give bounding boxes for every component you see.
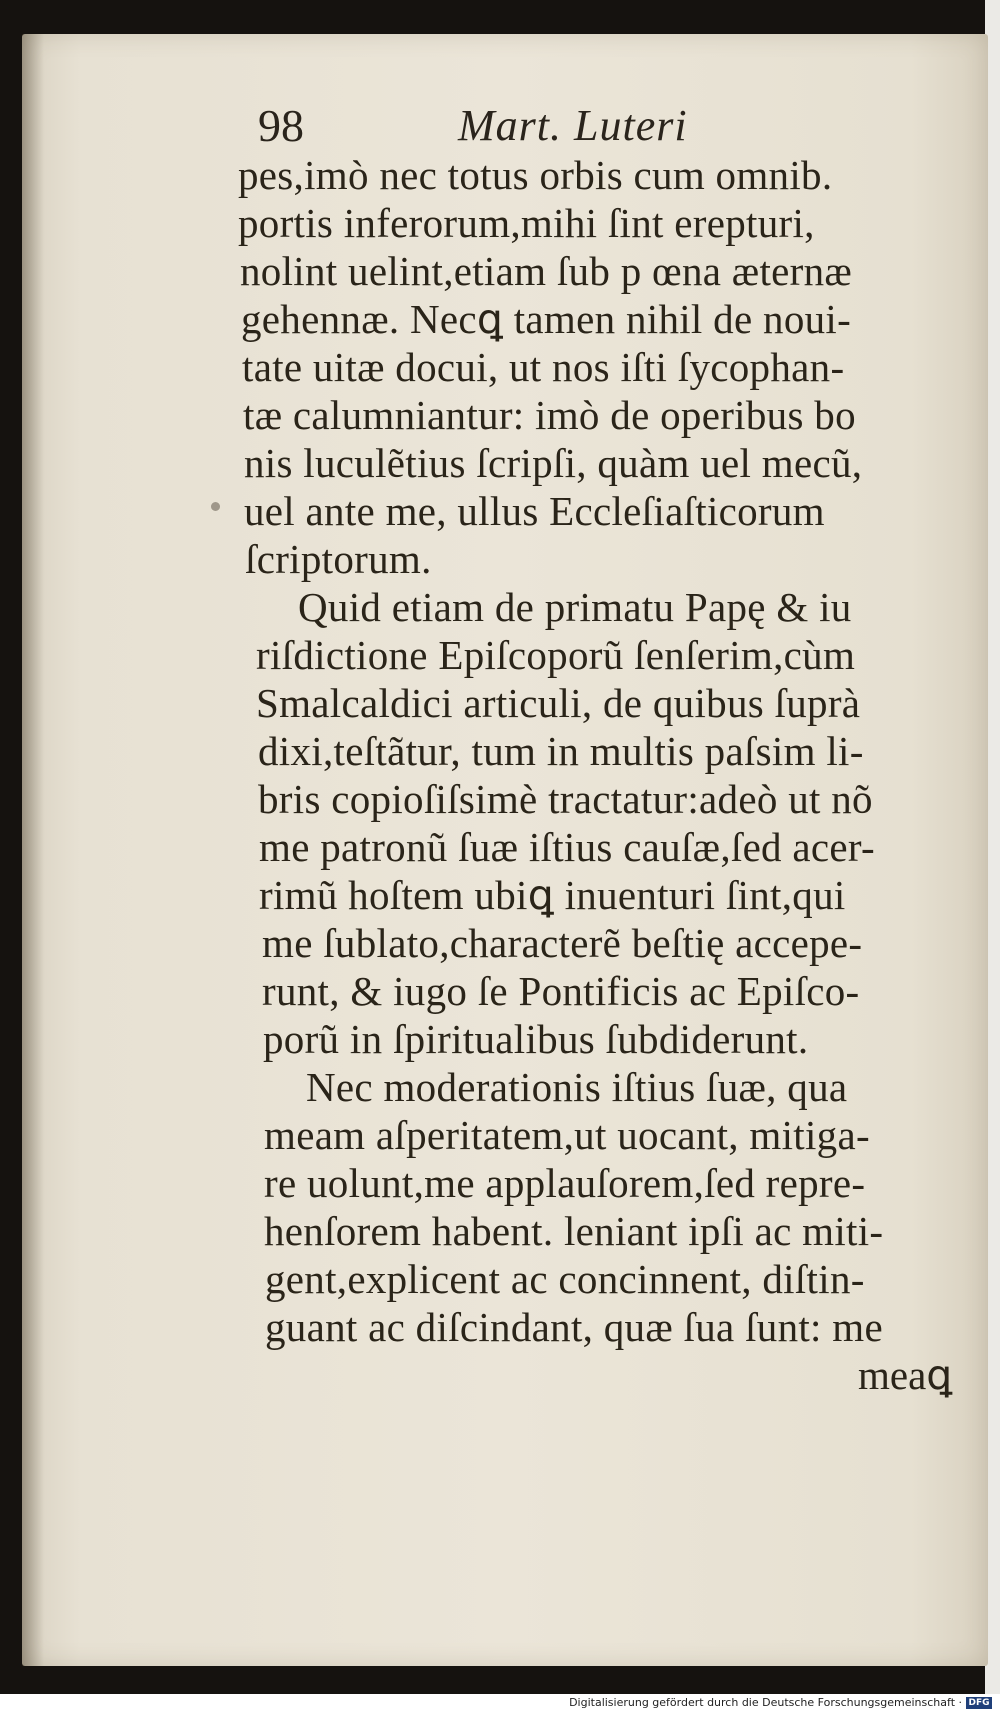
text-line: Quid etiam de primatu Papę & iu (298, 584, 852, 630)
text-line: pes,imò nec totus orbis cum omnib. (238, 152, 833, 198)
text-line: riſdictione Epiſcoporũ ſenſerim,cùm (256, 632, 856, 678)
text-line: Nec moderationis iſtius ſuæ, qua (306, 1064, 848, 1110)
text-line: ſcriptorum. (245, 536, 432, 582)
text-line: dixi,teſtãtur, tum in multis paſsim li- (258, 728, 864, 774)
text-line: rimũ hoſtem ubiꝗ inuenturi ſint,qui (259, 872, 846, 918)
catchword: meaꝗ (858, 1352, 953, 1398)
text-line: Smalcaldici articuli, de quibus ſuprà (256, 680, 861, 726)
text-line: portis inferorum,mihi ſint erepturi, (238, 200, 815, 246)
text-line: nolint uelint,etiam ſub p œna æternæ (240, 248, 853, 294)
text-line: re uolunt,me applauſorem,ſed repre- (264, 1160, 866, 1206)
text-line: bris copioſiſsimè tractatur:adeò ut nõ (258, 776, 873, 822)
running-title: Mart. Luteri (458, 101, 688, 150)
page-number: 98 (258, 100, 304, 151)
text-line: gent,explicent ac concinnent, diſtin- (265, 1256, 865, 1302)
text-line: nis luculẽtius ſcripſi, quàm uel mecũ, (244, 440, 863, 486)
text-line: me ſublato,characterẽ beſtię accepe- (262, 920, 863, 966)
text-line: guant ac diſcindant, quæ ſua ſunt: me (265, 1304, 883, 1350)
text-line: gehennæ. Necꝗ tamen nihil de noui- (241, 296, 852, 342)
text-line: runt, & iugo ſe Pontificis ac Epiſco- (262, 968, 860, 1014)
text-line: porũ in ſpiritualibus ſubdiderunt. (263, 1016, 809, 1062)
dfg-logo: DFG (966, 1697, 992, 1709)
text-line: me patronũ ſuæ iſtius cauſæ,ſed acer- (259, 824, 875, 870)
text-line: tæ calumniantur: imò de operibus bo (243, 392, 856, 438)
text-line: henſorem habent. leniant ipſi ac miti- (264, 1208, 884, 1254)
text-line: meam aſperitatem,ut uocant, mitiga- (264, 1112, 870, 1158)
text-line: tate uitæ docui, ut nos iſti ſycophan- (242, 344, 845, 390)
funding-credit: Digitalisierung gefördert durch die Deutsche Forschungsgemeinschaft · (569, 1696, 962, 1709)
text-line: uel ante me, ullus Eccleſiaſticorum (244, 488, 825, 534)
